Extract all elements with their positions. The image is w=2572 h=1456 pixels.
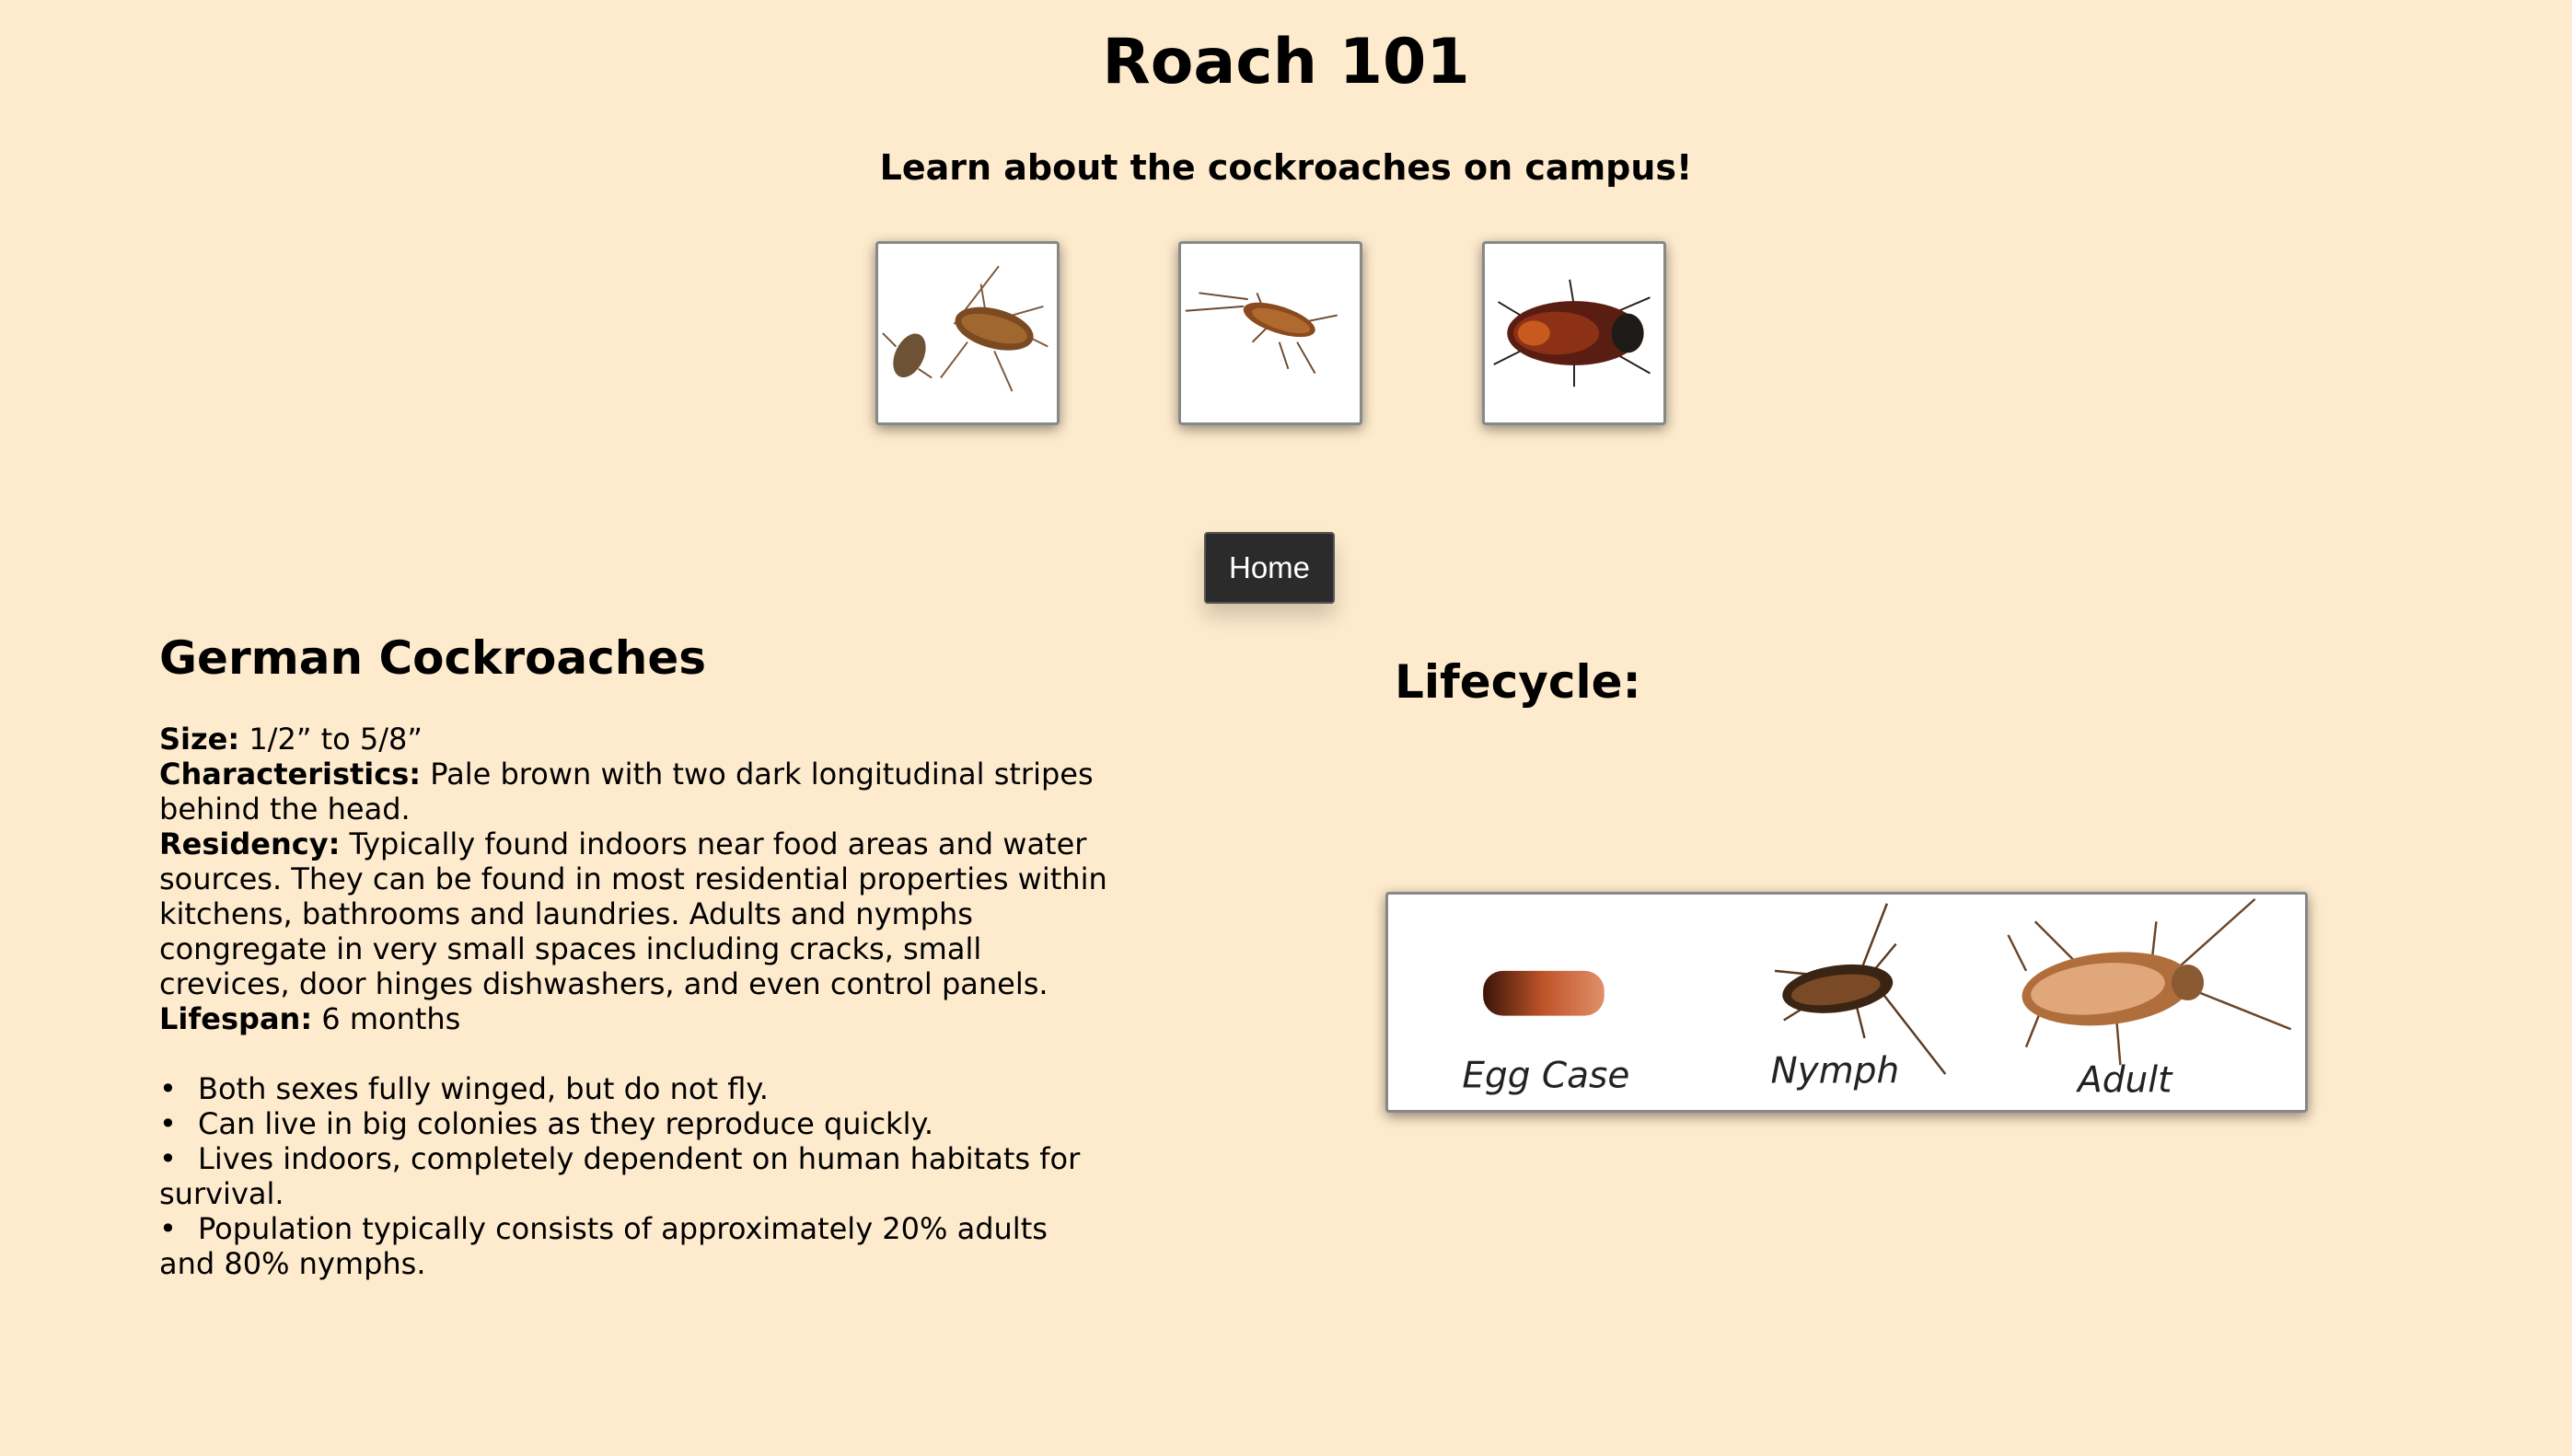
lifecycle-label-nymph: Nymph: [1770, 1050, 1900, 1092]
oriental-cockroach-thumbnail-icon: [1485, 244, 1663, 422]
bullet-icon: •: [159, 1071, 177, 1106]
german-cockroach-thumbnail-icon: [878, 244, 1057, 422]
lifecycle-image: [1385, 892, 2308, 1113]
german-cockroach-thumbnail[interactable]: [875, 241, 1060, 425]
lifecycle-label-egg-case: Egg Case: [1462, 1055, 1630, 1097]
fact-lifespan: Lifespan: 6 months: [159, 1001, 461, 1036]
list-item: • Population typically consists of approximately 20% adults and 80% nymphs.: [159, 1211, 1048, 1281]
bullet-icon: •: [159, 1141, 177, 1176]
adult-icon: [2009, 899, 2291, 1065]
page-subtitle: Learn about the cockroaches on campus!: [879, 147, 1693, 188]
page-title: Roach 101: [1102, 26, 1470, 98]
egg-case-icon: [1483, 971, 1605, 1016]
american-cockroach-thumbnail-icon: [1181, 244, 1360, 422]
oriental-cockroach-thumbnail[interactable]: [1482, 241, 1666, 425]
nymph-icon: [1775, 904, 1945, 1074]
lifecycle-label-adult: Adult: [2078, 1059, 2172, 1102]
species-info: [159, 722, 1107, 1281]
species-title: German Cockroaches: [159, 631, 707, 685]
american-cockroach-thumbnail[interactable]: [1178, 241, 1362, 425]
lifecycle-title: Lifecycle:: [1395, 655, 1641, 709]
fact-residency: Residency: Typically found indoors near food areas and water sources. They can be found in most residential properties within kitchens, bathrooms and laundries. Adults and nymphs congregate in very small spaces including cracks, small crevices, door hinges dishwashers, and even control panels.: [159, 826, 1107, 1001]
species-bullet-list: [159, 1071, 1107, 1281]
list-item: • Can live in big colonies as they reproduce quickly.: [159, 1106, 934, 1141]
fact-characteristics: Characteristics: Pale brown with two dark longitudinal stripes behind the head.: [159, 757, 1094, 826]
list-item: • Lives indoors, completely dependent on human habitats for survival.: [159, 1141, 1081, 1211]
list-item: • Both sexes fully winged, but do not fly.: [159, 1071, 769, 1106]
bullet-icon: •: [159, 1106, 177, 1141]
bullet-icon: •: [159, 1211, 177, 1246]
home-button[interactable]: Home: [1204, 532, 1335, 604]
fact-size: Size: 1/2” to 5/8”: [159, 722, 423, 757]
lifecycle-illustration: [1388, 895, 2305, 1110]
